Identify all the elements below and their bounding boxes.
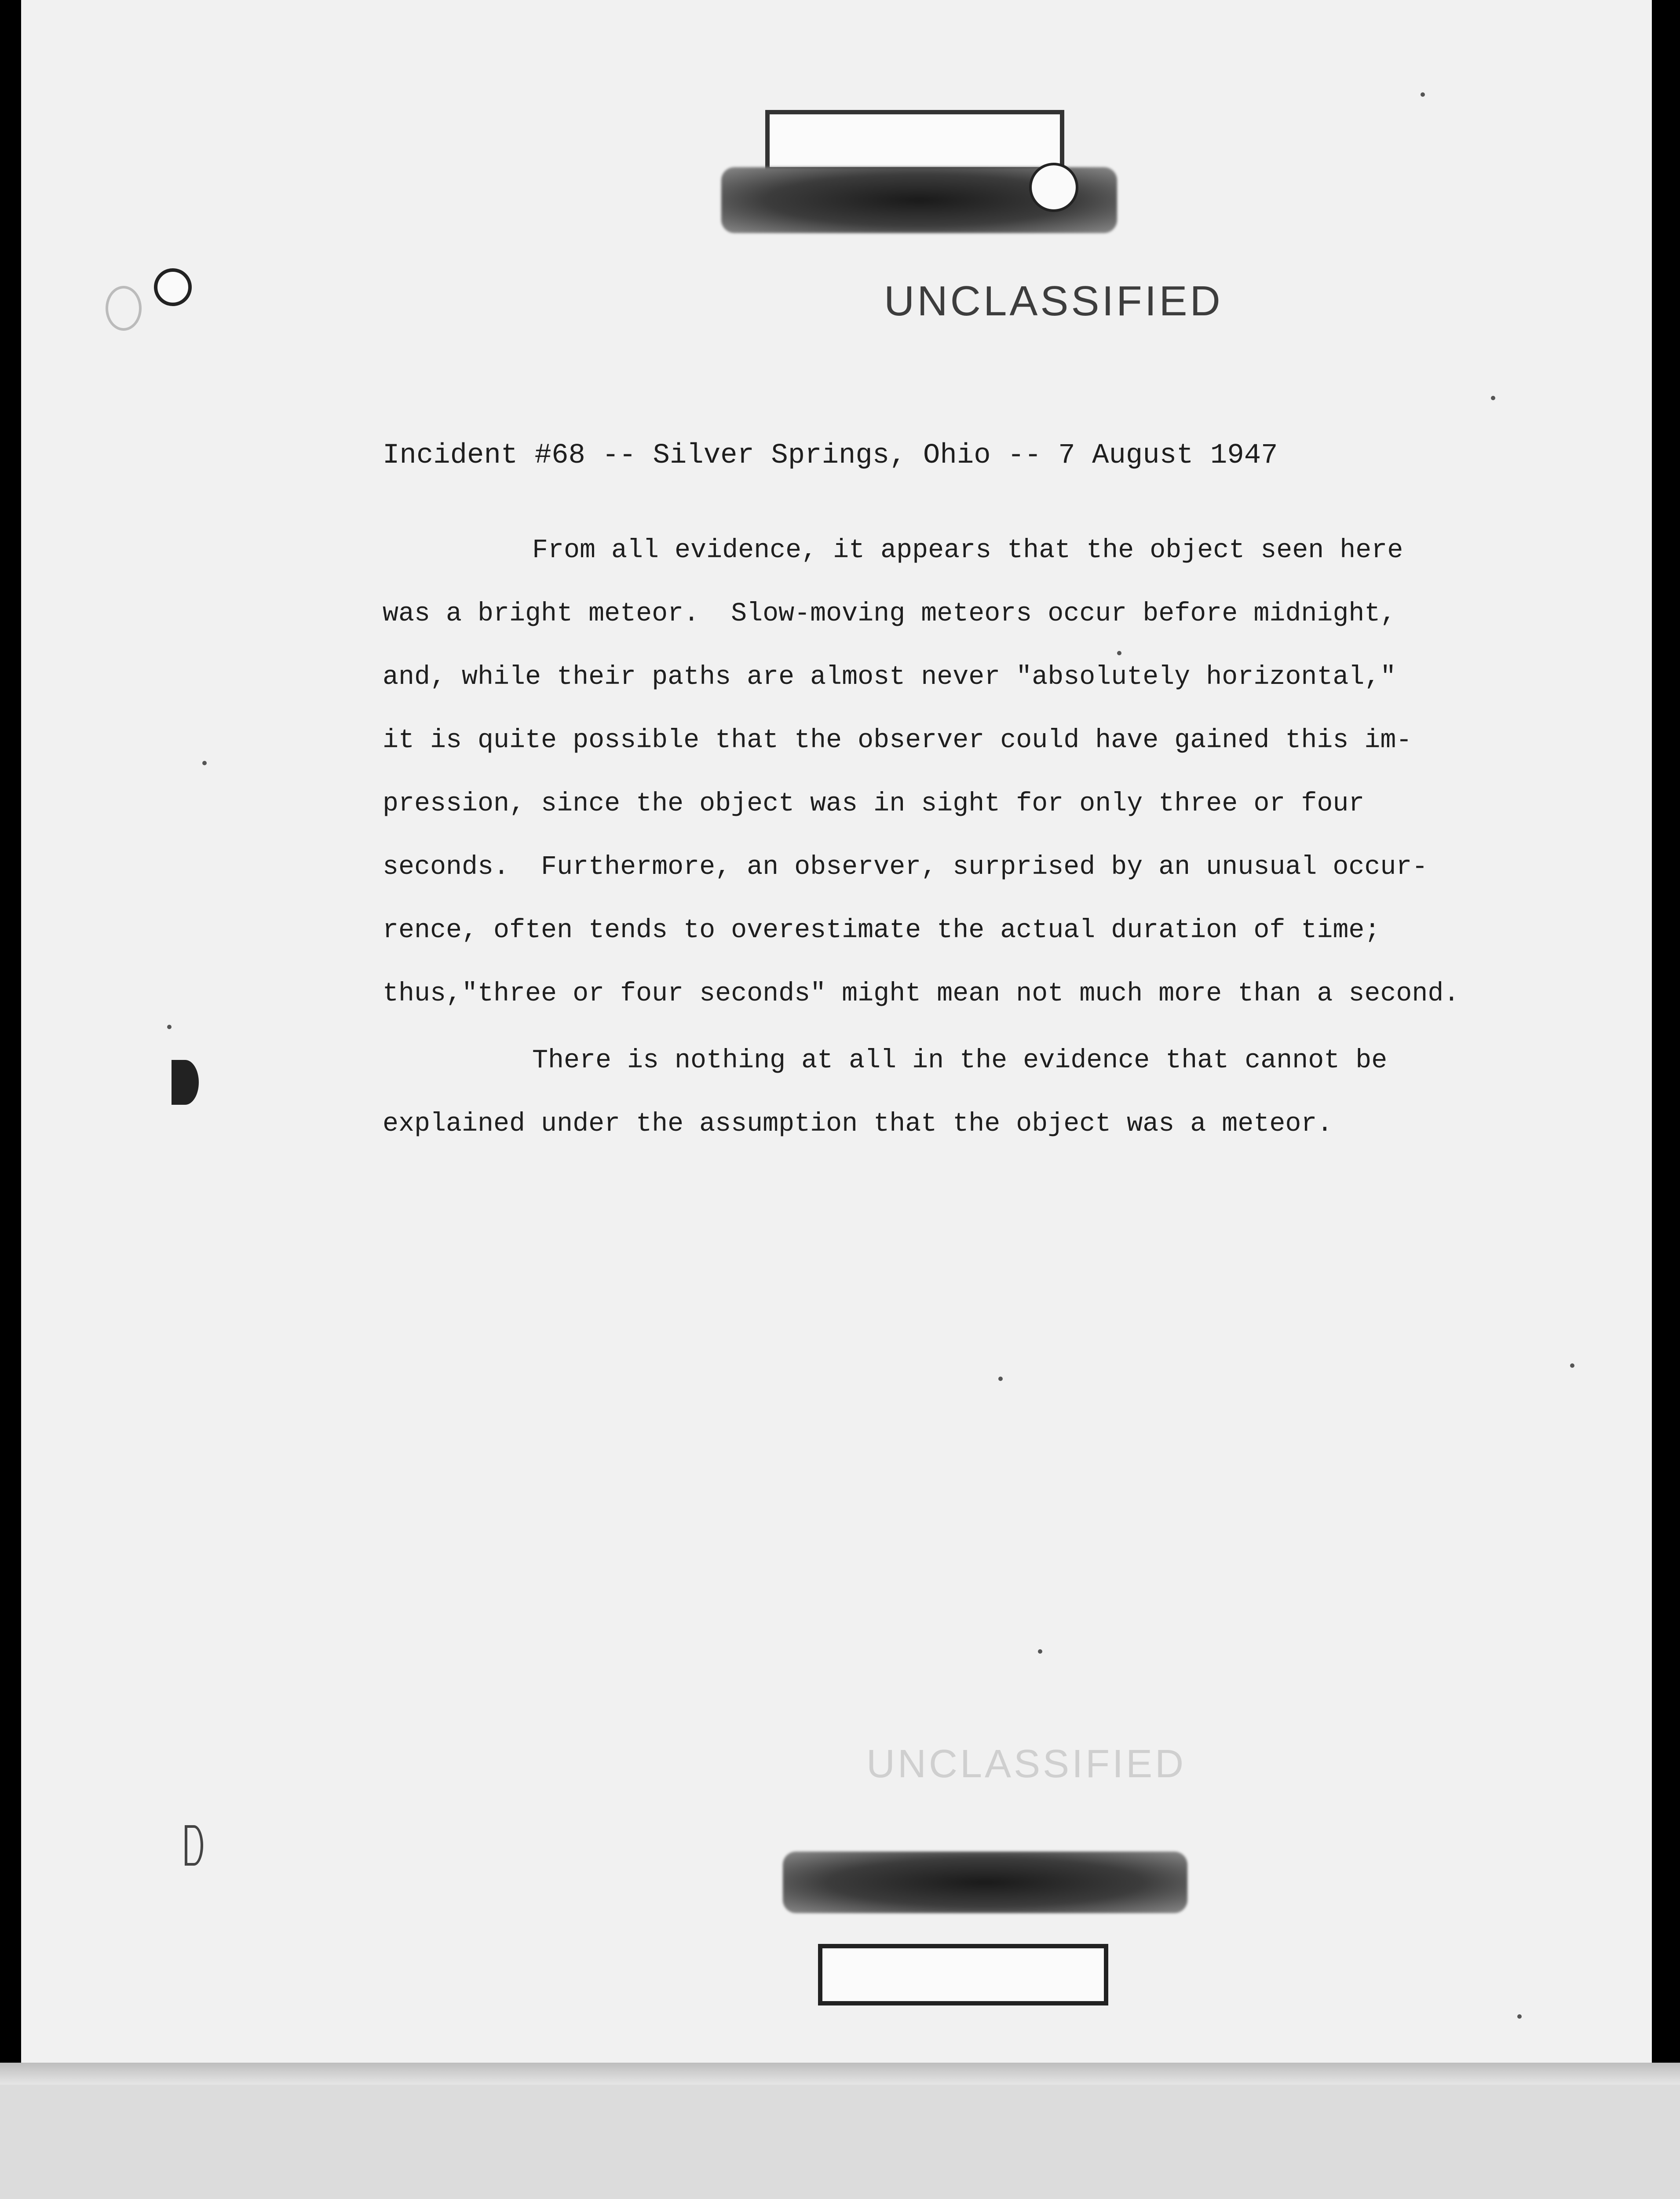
paragraph-1-line: seconds. Furthermore, an observer, surprised by an unusual occur- — [383, 852, 1428, 882]
scan-speck — [1491, 396, 1495, 400]
hole-punch-bottom — [185, 1825, 203, 1866]
scan-left-border — [0, 0, 21, 2085]
paragraph-1-line: From all evidence, it appears that the object seen here — [532, 536, 1403, 566]
hole-punch-middle — [172, 1060, 199, 1105]
classification-stamp-bottom: UNCLASSIFIED — [866, 1742, 1187, 1786]
scan-speck — [1517, 2014, 1522, 2019]
paragraph-1-line: was a bright meteor. Slow-moving meteors occur before midnight, — [383, 599, 1396, 629]
scan-bottom-strip — [0, 2063, 1680, 2199]
scan-speck — [1117, 651, 1121, 655]
scan-edge — [0, 2063, 1680, 2085]
scan-speck — [998, 1377, 1003, 1381]
paragraph-1-line: thus,"three or four seconds" might mean not much more than a second. — [383, 979, 1460, 1009]
paragraph-1-line: it is quite possible that the observer could have gained this im- — [383, 726, 1412, 756]
hole-punch-shadow — [106, 286, 142, 331]
scan-speck — [1421, 92, 1425, 97]
paragraph-1-line: rence, often tends to overestimate the actual duration of time; — [383, 916, 1381, 946]
paragraph-2-line: explained under the assumption that the object was a meteor. — [383, 1109, 1333, 1139]
paragraph-1 — [383, 519, 1491, 1026]
scan-speck — [202, 761, 207, 765]
scan-speck — [167, 1025, 172, 1029]
scan-right-border — [1652, 0, 1680, 2085]
bottom-redaction-bar — [783, 1852, 1187, 1913]
classification-stamp-top: UNCLASSIFIED — [884, 278, 1223, 325]
paragraph-1-line: and, while their paths are almost never "absolutely horizontal," — [383, 662, 1396, 692]
paragraph-1-line: pression, since the object was in sight for only three or four — [383, 789, 1365, 819]
incident-heading: Incident #68 -- Silver Springs, Ohio -- 7 August 1947 — [383, 440, 1278, 471]
paragraph-2-line: There is nothing at all in the evidence that cannot be — [532, 1046, 1388, 1076]
paragraph-2 — [383, 1029, 1491, 1156]
scan-speck — [1038, 1649, 1042, 1654]
top-label-box — [765, 110, 1064, 172]
scan-speck — [1570, 1363, 1574, 1368]
bottom-label-box — [818, 1944, 1108, 2005]
top-punch-mark — [1029, 163, 1078, 212]
hole-punch-top — [154, 268, 192, 306]
